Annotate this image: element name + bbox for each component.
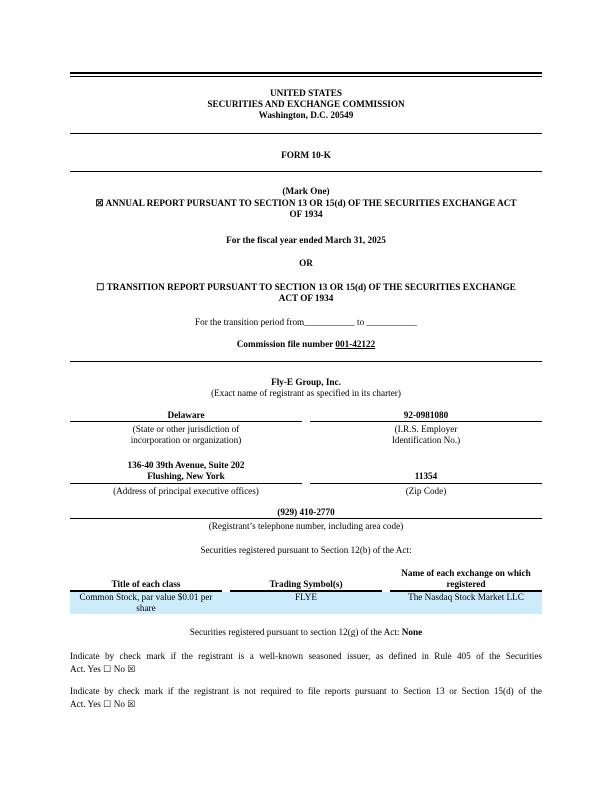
registrant-ein: 92-0981080 <box>403 410 449 420</box>
top-rule-thin <box>70 76 542 77</box>
divider-2 <box>70 171 542 172</box>
registrant-name-caption: (Exact name of registrant as specified in its charter) <box>211 388 401 398</box>
header-trading-symbol: Trading Symbol(s) <box>269 579 343 589</box>
transition-prefix: For the transition period from <box>194 317 305 327</box>
section-12g-value: None <box>401 627 423 637</box>
annual-report-line2: OF 1934 <box>289 209 323 219</box>
cell-title-2: share <box>136 603 156 613</box>
form-type: FORM 10-K <box>281 150 331 160</box>
annual-report-text: ANNUAL REPORT PURSUANT TO SECTION 13 OR 15(d) OF THE SECURITIES EXCHANGE ACT <box>105 198 517 208</box>
top-rule-thick <box>70 72 542 74</box>
cell-symbol: FLYE <box>294 592 318 602</box>
commission-label: Commission file number <box>236 339 334 349</box>
registrant-state: Delaware <box>167 410 205 420</box>
section-12g-caption: Securities registered pursuant to section 12(g) of the Act: <box>189 627 400 637</box>
check-wksi-line2[interactable]: Act. Yes ☐ No ☒ <box>70 663 136 674</box>
check-not-required-line2[interactable]: Act. Yes ☐ No ☒ <box>70 698 136 709</box>
transition-report-line1 <box>0 282 612 293</box>
header-city: Washington, D.C. 20549 <box>258 110 354 120</box>
state-caption-2: incorporation or organization) <box>130 435 242 445</box>
header-exchange-1: Name of each exchange on which <box>401 568 531 578</box>
commission-file <box>0 339 612 349</box>
address-line-2: Flushing, New York <box>147 471 225 481</box>
header-country: UNITED STATES <box>270 88 342 98</box>
transition-report-line2: ACT OF 1934 <box>278 293 334 303</box>
or-text: OR <box>299 258 313 268</box>
transition-from-blank[interactable]: ___________ <box>304 317 355 327</box>
annual-report-line1 <box>0 198 612 209</box>
cell-title-1: Common Stock, par value $0.01 per <box>79 592 213 602</box>
phone-caption: (Registrant’s telephone number, including area code) <box>208 521 404 531</box>
section-12b-caption: Securities registered pursuant to Section 12(b) of the Act: <box>200 545 412 555</box>
state-caption-1: (State or other jurisdiction of <box>132 424 240 434</box>
zip-caption: (Zip Code) <box>405 486 447 496</box>
address-line-1: 136-40 39th Avenue, Suite 202 <box>127 460 245 470</box>
transition-period <box>0 317 612 327</box>
transition-report-text: TRANSITION REPORT PURSUANT TO SECTION 13 OR 15(d) OF THE SECURITIES EXCHANGE <box>106 282 516 292</box>
phone-rule <box>70 518 542 519</box>
header-title-class: Title of each class <box>111 579 181 589</box>
ein-caption-1: (I.R.S. Employer <box>394 424 458 434</box>
annual-report-checkbox[interactable]: ☒ <box>95 198 104 208</box>
transition-report-checkbox[interactable]: ☐ <box>96 282 105 292</box>
transition-to: to <box>357 317 365 327</box>
zip-rule <box>310 483 542 484</box>
cell-exchange: The Nasdaq Stock Market LLC <box>408 592 524 602</box>
section-12g <box>0 627 612 637</box>
transition-to-blank[interactable]: ___________ <box>366 317 418 327</box>
address-rule <box>70 483 302 484</box>
state-rule <box>70 421 302 422</box>
fiscal-year: For the fiscal year ended March 31, 2025 <box>226 235 386 245</box>
phone: (929) 410-2770 <box>277 507 335 517</box>
check-not-required <box>70 685 542 710</box>
zip-code: 11354 <box>414 471 438 481</box>
divider-3 <box>70 361 542 362</box>
mark-one: (Mark One) <box>282 186 330 196</box>
table-row <box>70 592 542 614</box>
check-wksi-line1: Indicate by check mark if the registrant is a well-known seasoned issuer, as defined in Rule 405 of the Securities <box>70 651 542 661</box>
address-caption: (Address of principal executive offices) <box>113 486 259 496</box>
divider-1 <box>70 133 542 134</box>
ein-rule <box>310 421 542 422</box>
header-agency: SECURITIES AND EXCHANGE COMMISSION <box>207 99 405 109</box>
check-wksi <box>70 650 542 675</box>
check-not-required-line1: Indicate by check mark if the registrant is not required to file reports pursuant to Section 13 or Section 15(d) of the <box>70 686 542 696</box>
ein-caption-2: Identification No.) <box>391 435 461 445</box>
registrant-name: Fly-E Group, Inc. <box>271 377 341 387</box>
commission-number: 001-42122 <box>335 339 376 349</box>
header-exchange-2: registered <box>446 579 486 589</box>
